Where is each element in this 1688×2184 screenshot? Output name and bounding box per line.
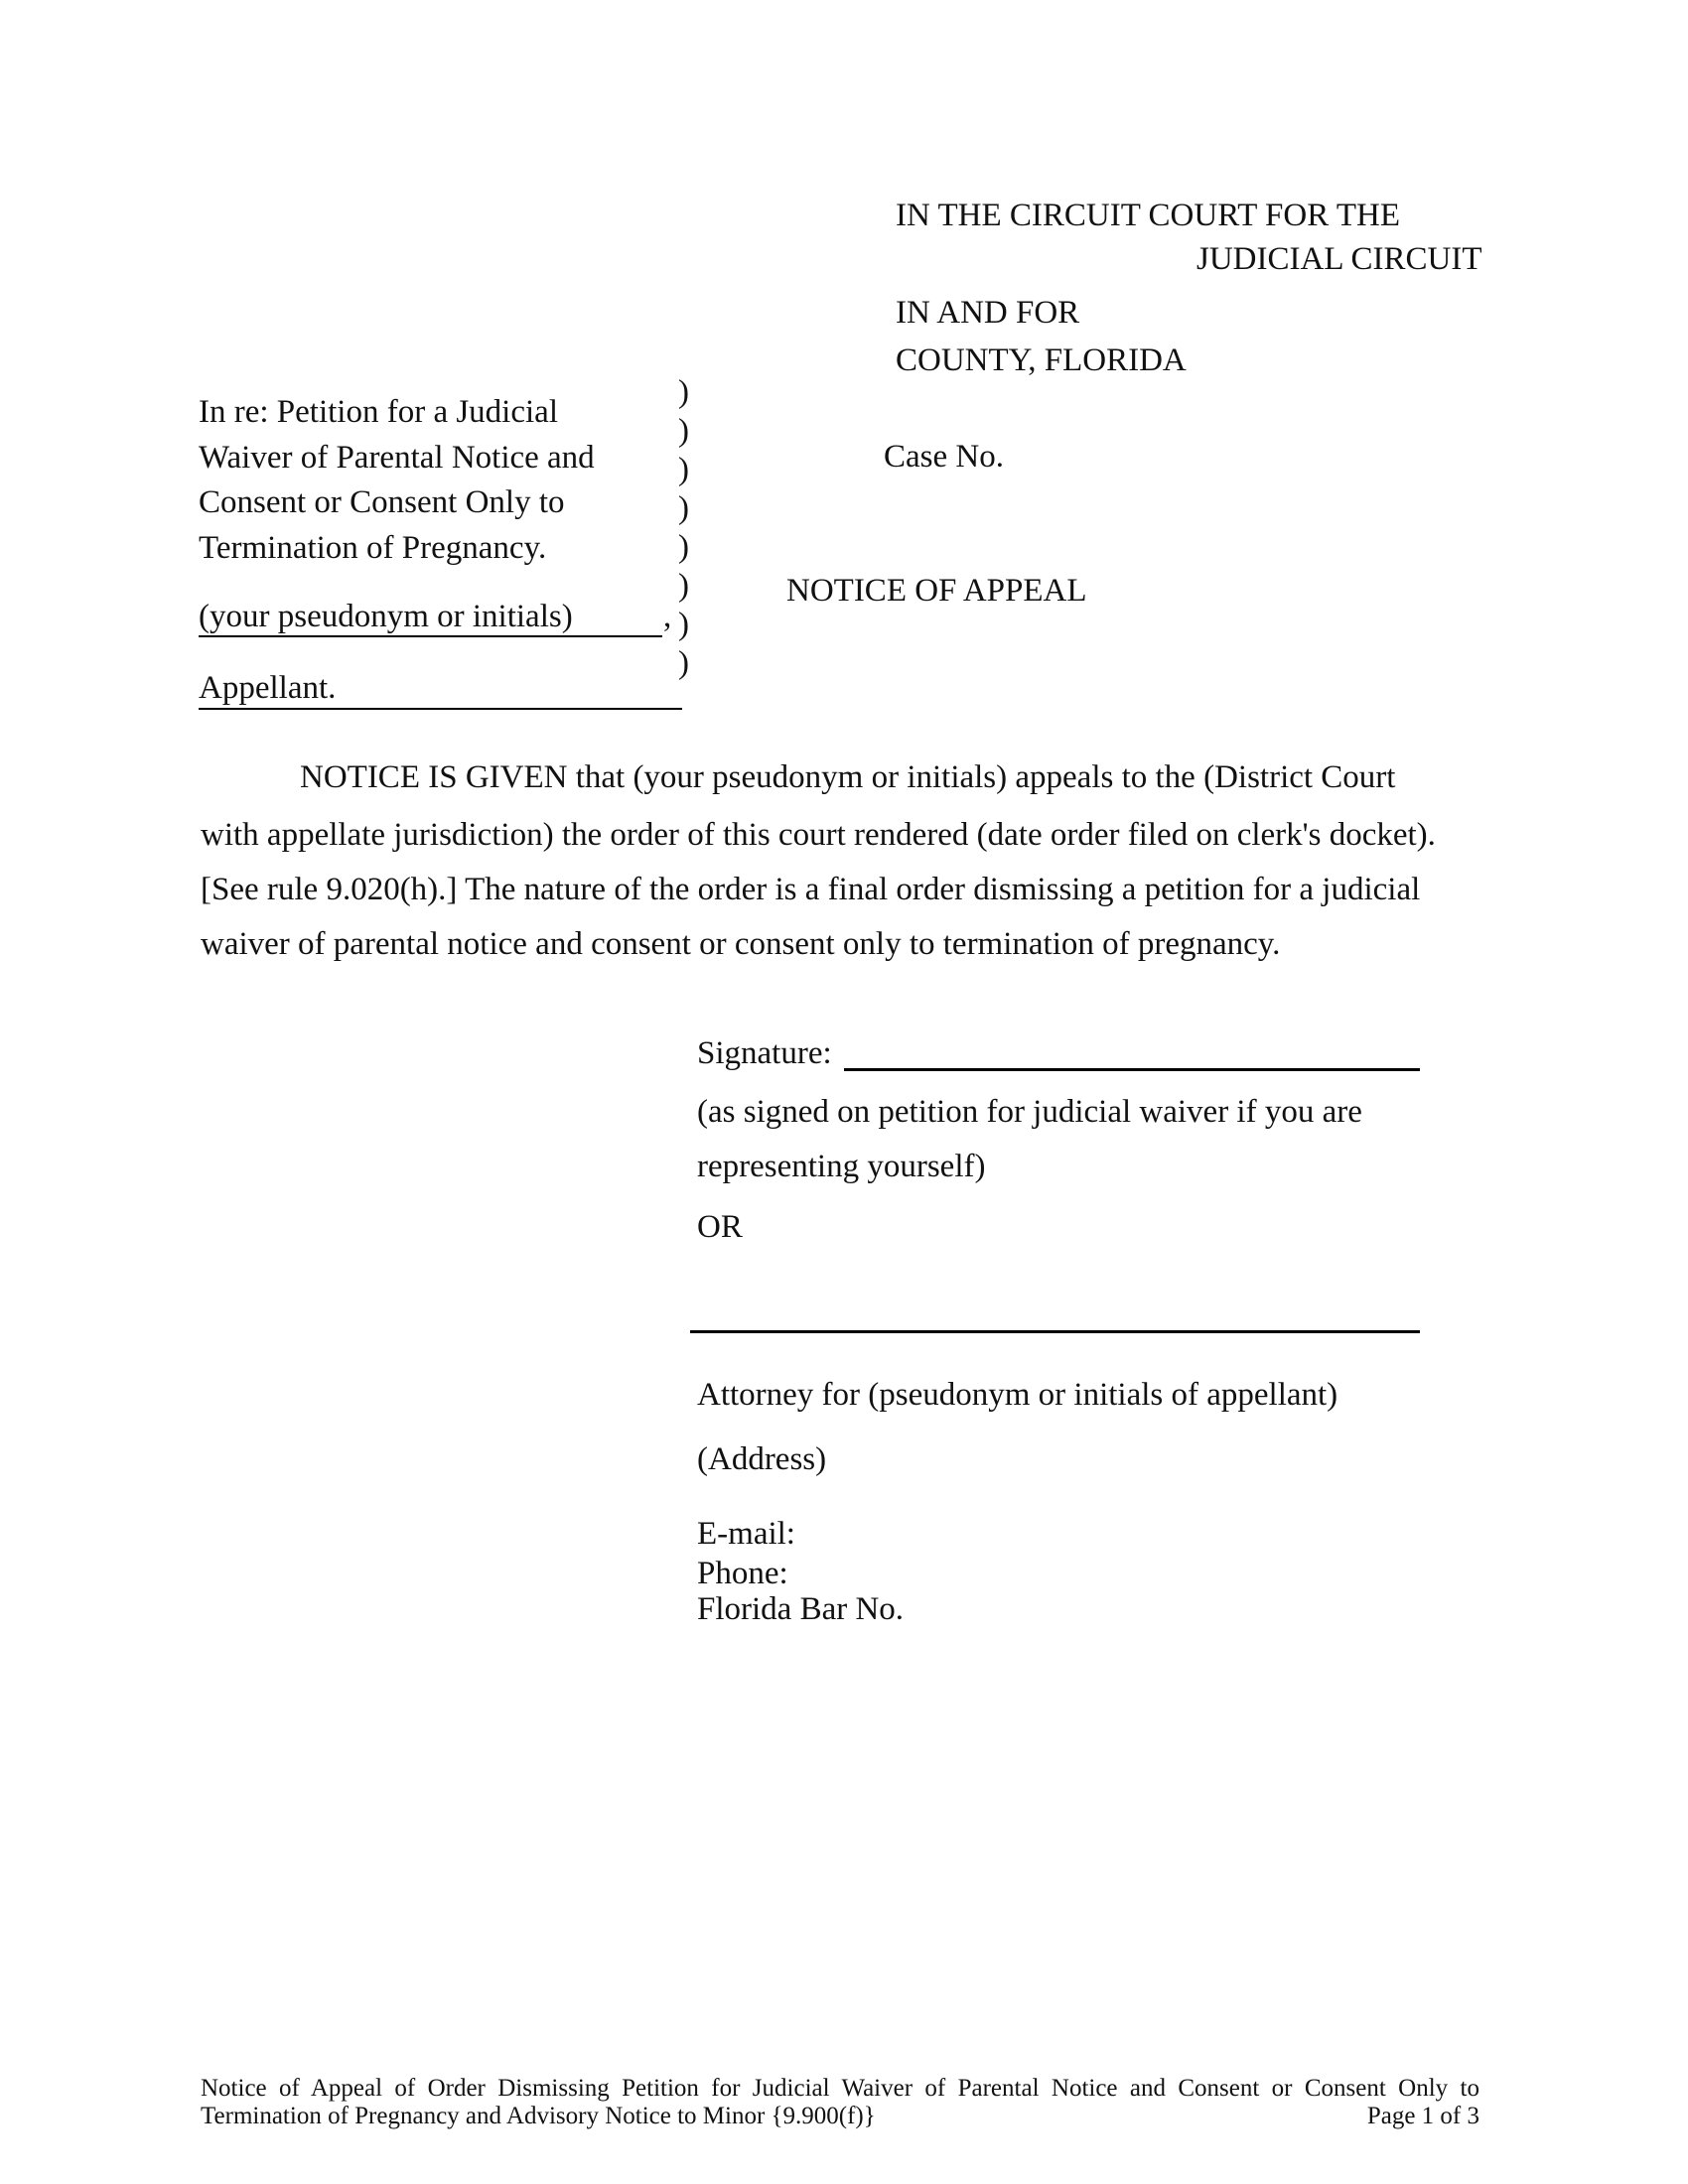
caption-line-3: Consent or Consent Only to — [199, 484, 565, 520]
court-header-line-2: JUDICIAL CIRCUIT — [1196, 241, 1482, 277]
court-header-line-3: IN AND FOR — [896, 295, 1080, 331]
body-line-2: with appellate jurisdiction) the order of this court rendered (date order filed on clerk's docket). — [201, 817, 1436, 853]
phone-label: Phone: — [697, 1556, 788, 1591]
body-line-4: waiver of parental notice and consent or consent only to termination of pregnancy. — [201, 926, 1281, 962]
appellant-underline — [199, 708, 682, 710]
footer-form-title-line-2: Termination of Pregnancy and Advisory Notice to Minor {9.900(f)} — [201, 2103, 876, 2129]
caption-paren: ) — [678, 607, 689, 642]
caption-line-1: In re: Petition for a Judicial — [199, 394, 558, 430]
case-number-label: Case No. — [884, 439, 1004, 475]
document-title: NOTICE OF APPEAL — [786, 573, 1087, 609]
caption-paren: ) — [678, 645, 689, 681]
caption-paren: ) — [678, 413, 689, 449]
pseudonym-underline — [199, 635, 662, 637]
attorney-signature-line[interactable] — [690, 1330, 1420, 1333]
footer-form-title-line-1: Notice of Appeal of Order Dismissing Petition for Judicial Waiver of Parental Notice and Consent or Consent Only to — [201, 2076, 1479, 2102]
or-label: OR — [697, 1209, 743, 1245]
florida-bar-label: Florida Bar No. — [697, 1591, 905, 1627]
caption-paren: ) — [678, 568, 689, 604]
signature-label: Signature: — [697, 1035, 832, 1071]
attorney-for-label: Attorney for (pseudonym or initials of appellant) — [697, 1377, 1338, 1413]
pseudonym-field[interactable]: (your pseudonym or initials) — [199, 599, 573, 634]
footer-page-number: Page 1 of 3 — [1366, 2103, 1479, 2129]
address-placeholder: (Address) — [697, 1441, 827, 1477]
caption-comma: , — [663, 599, 672, 634]
caption-line-4: Termination of Pregnancy. — [199, 530, 547, 566]
signature-line[interactable] — [844, 1068, 1420, 1071]
caption-line-2: Waiver of Parental Notice and — [199, 440, 595, 476]
body-line-3: [See rule 9.020(h).] The nature of the order is a final order dismissing a petition for a judicial — [201, 872, 1421, 907]
caption-paren: ) — [678, 529, 689, 565]
signature-note-line-1: (as signed on petition for judicial waiver if you are — [697, 1094, 1362, 1130]
court-header-line-4: COUNTY, FLORIDA — [896, 342, 1187, 378]
party-role-label: Appellant. — [199, 670, 337, 706]
court-header-line-1: IN THE CIRCUIT COURT FOR THE — [896, 198, 1401, 233]
caption-paren: ) — [678, 452, 689, 487]
email-label: E-mail: — [697, 1516, 795, 1552]
signature-note-line-2: representing yourself) — [697, 1149, 986, 1184]
body-line-1: NOTICE IS GIVEN that (your pseudonym or initials) appeals to the (District Court — [300, 759, 1396, 795]
caption-paren: ) — [678, 374, 689, 410]
caption-paren: ) — [678, 490, 689, 526]
